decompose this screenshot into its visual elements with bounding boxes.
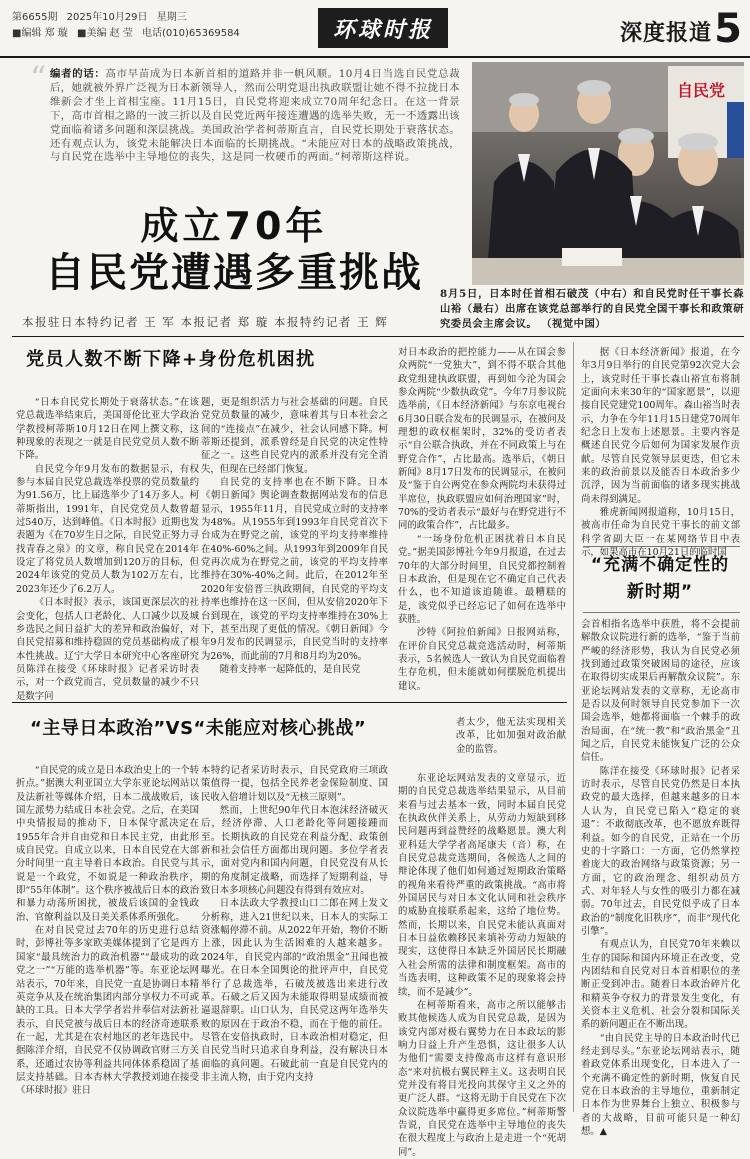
subheading-3: “充满不确定性的新时期”	[590, 555, 730, 602]
subheading-1: 党员人数不断下降+身份危机困扰	[26, 349, 316, 370]
paragraph: 有观点认为，自民党70年来赖以生存的国际和国内环境正在改变，党内团结和自民党对日本首相职位的垄断正受到冲击。随着日本政治碎片化和精英争夺权力的背景发生变化，有关资本主义危机、社会分裂和国际关系的新问题正在不断出现。	[581, 939, 740, 1031]
paragraph: 《日本时报》表示，该国更深层次的社会变化，包括人口老龄化、人口减少以及城乡选民之间日益扩大的差异和政治偏好，对自民党招募和维持稳固的党员基础构成了根本性挑战。辽宁大学日本研究中心客座研究员陈洋在接受《环球时报》记者采访时表示，对一个政党而言，党员数量的减少不只是数字问	[16, 597, 199, 702]
paragraph: 在对自民党过去70年的历史进行总结时，彭博社等多家欧美媒体提到了它是西方国家“最具统治力的政治机器”“最成功的政党之一”“万能的选举机器”等。东亚论坛网站表示，70年来，自民党一直是协调日本精英竞争从及在统治集团内部分享权力不可或缺的工具。日本大学学者岩井奉信对法新社表示，自民党被与战后日本的经济奇迹联系在一起，尤其是在农村地区的老年选民中。据陈洋介绍，自民党不仅协调政官财三方关系，还通过农协等利益共同体体系稳固了基层支持基础。日本杏林大学教授刘迪在接受《环球时报》驻日	[16, 925, 199, 1097]
editor-note	[50, 68, 460, 192]
article-column-2	[201, 396, 388, 696]
divider	[12, 702, 567, 703]
paragraph: 日本法政大学教授山口二郎在网上发文分析称，进入21世纪以来，日本人的实际工资涨幅停滞不前。从2022年开始，物价不断上涨，因此认为生活困难的人越来越多。2024年，自民党内部的“政治黑金”丑闻也被曝光。在日本全国舆论的批评声中，自民党举行了总裁选举，石破茂被选出来进行改革。石破之后又因为未能取得明显成绩而被逼退辞职。山口认为，自民党这两年选举失败的原因在于政治不稳，而在于他的前任。尽管在安倍执政时，日本政治相对稳定，但自民党当时只追求自身利益，没有解决日本面临的真问题。石破此前一直是自民党内的非主流人物，由于党内支持	[201, 898, 388, 1083]
paragraph: 对日本政治的把控能力——从在国会参众两院“一党独大”，到不得不联合其他政党组建执政联盟，再到如今沦为国会参众两院“少数执政党”。今年7月参议院选举前，《日本经济新闻》与东京电视台6月30日联合发布的民调显示，在被问及理想的政权框架时，32%的受访者表示“自公联合执政，并在不同政策上与在野党合作”，占比最高。选举后，《朝日新闻》8月17日发布的民调显示，在被问及“鉴于自公两党在参众两院均未获得过半席位，执政联盟应如何治理国家”时，70%的受访者表示“最好与在野党进行不同的政策合作”，占比最多。	[398, 347, 566, 532]
editor-note-text: 高市早苗成为日本新首相的道路并非一帆风顺。10月4日当选自民党总裁后，她就被外界广泛视为日本新领导人，然而公明党退出执政联盟让她不得不拉拢日本维新会才坐上首相宝座。11月15日，自民党将迎来成立70周年纪念日。在这一背景下，高市首相之路的一波三折以及自民党近两年接连遭遇的选举失败，无一不透露出该党面临着诸多问题和深层挑战。美国政治学者柯蒂斯直言，自民党长期处于衰落状态。还有观点认为，该党未能解决日本面临的长期挑战。“未能应对日本的战略政策挑战，与自民党在选举中主导地位的丧失，这是同一枚硬币的两面。”柯蒂斯这样说。	[50, 68, 461, 164]
article-column-8	[398, 772, 566, 1158]
photo-caption: 8月5日，日本时任首相石破茂（中右）和自民党时任干事长森山裕（最右）出席在该党总部举行的自民党全国干事长和政策研究委员会主席会议。 （视觉中国）	[440, 288, 744, 330]
article-column-6	[16, 764, 199, 1112]
divider	[12, 336, 744, 337]
paragraph: 题，更是组织活力与社会基础的问题。自民党党员数量的减少，意味着其与日本社会之间的“连接点”在减少，社会认同感下降。柯蒂斯还提到，派系曾经是自民党的决定性特征之一。这些自民党内的派系并没有完全消失，但现在已经部门恢复。	[201, 397, 388, 475]
masthead	[0, 0, 750, 58]
main-headline	[24, 204, 444, 298]
paragraph: 在柯蒂斯看来，高市之所以能够击败其他候选人成为自民党总裁，是因为该党内部对极右翼势力在日本政坛的影响力日益上升产生恐惧，这让很多人认为他们“需要支持像高市这样有意识形态“来对抗极右翼民粹主义。这表明自民党并没有将目光投向其保守主义之外的更广泛人群。“这将无助于自民党在下次众议院选举中赢得更多席位。”柯蒂斯警告说，自民党在选举中主导地位的丧失在很大程度上与政治上是走进一个“死胡同”。	[398, 999, 566, 1158]
paragraph: 雅虎新闻网报道称，10月15日，被高市任命为自民党干事长的前文部科学省副大臣一在某网络节目中表示，如果高市在10月21日的临时国	[581, 507, 740, 559]
designer-credit: ■美编 赵 莹	[77, 28, 133, 39]
end-mark-icon: ▲	[599, 1126, 607, 1138]
paragraph: 随着支持率一起降低的，是自民党	[219, 663, 361, 675]
masthead-meta	[12, 10, 246, 42]
quote-mark-icon: “	[30, 59, 47, 97]
phone-number: 电话(010)65369584	[142, 28, 240, 39]
news-photo-illustration	[472, 62, 744, 285]
paragraph: 自民党的支持率也在不断下降。日本《朝日新闻》舆论调查数据网站发布的信息显示，1955年11月，自民党成立时的支持率为48%。从1955年到1993年自民党首次下台成为在野党之前，该党的平均支持率维持在40%-60%之间。从1993年到2009年自民党再次成为在野党之前，该党的平均支持率维持在30%-40%之间。此后，在2012年至2020年安倍晋三执政期间，自民党的平均支持率也维持在这一区间，但从安倍2020年下台到现在，该党的平均支持率维持在30%上下，甚至出现了更低的情况。《朝日新闻》今年9月发布的民调显示，自民党当时的支持率为26%，而此前的7月和8月均为20%。	[201, 477, 388, 662]
editor-note-lead: 编者的话：	[50, 68, 106, 80]
page-number: 5	[714, 6, 742, 52]
column-rule	[573, 342, 574, 1112]
paragraph: 然而，上世纪90年代日本泡沫经济破灭后，经济停滞、人口老龄化等问题接踵而至。长期执政的自民党在利益分配、政策创新和社会信任方面都出现问题。多位学者表示，面对党内和国内问题，自民党没有从长期的角度制定战略，而选择了短期利益，导致日本多项核心问题没有得到有效应对。	[201, 805, 388, 897]
article-column-5	[581, 618, 740, 1138]
article-column-4	[581, 346, 740, 559]
article-column-3	[398, 346, 566, 696]
article-column-8-top	[456, 716, 566, 768]
subheading-2: “主导日本政治”VS“未能应对核心挑战”	[30, 718, 367, 739]
divider	[583, 546, 740, 547]
issue-date: 2025年10月29日	[66, 12, 148, 23]
paragraph: 据《日本经济新闻》报道，在今年3月9日举行的自民党第92次党大会上，该党时任干事长森山裕宣布将制定面向未来30年的“国家愿景”，以迎接自民党建党100周年。森山裕当时表示，力争在今年11月15日建党70周年纪念日上发布上述愿景。主要内容是概述自民党今后如何为国家发展作贡献。尽管自民党领导层更迭，但它未来的政治前景以及能否日本政治多少沉浮，因为当前面临的诸多现实挑战尚未得到满足。	[581, 347, 740, 505]
byline: 本报驻日本特约记者 王 军 本报记者 郑 璇 本报特约记者 王 辉	[22, 315, 389, 329]
article-column-1	[16, 396, 199, 702]
paragraph: 者太少，他无法实现相关改革，比如加强对政治献金的监管。	[456, 717, 566, 755]
section-title: 深度报道	[619, 21, 712, 46]
paragraph: 东亚论坛网站发表的文章显示，近期的自民党总裁选举结果显示，从目前来看与过去基本一致，同时本届自民党在执政伙伴关系上，从劳动力短缺到移民问题再到益赞经的战略愿景。澳大利亚科廷大学学者高尾康夫（音）称，在自民党总裁竞选期间，各候选人之间的辩论体现了他们如何通过短期政治策略的视角来看待严重的政策挑战。“高市将外国居民与对日本文化认同和社会秩序的威胁直接联系起来，这给了地位势。然而，长期以来，自民党未能认真面对日本日益依赖移民来填补劳动力短缺的现实，这使得日本缺乏外国居民长期融入社会所需的法律和制度框架。高市的当选表明，这种政策不足的现象将会持续，而不是减少”。	[398, 773, 566, 998]
divider	[583, 612, 740, 613]
poster-text: 自民党	[677, 81, 726, 100]
headline-line-1: 成立70年	[140, 204, 328, 248]
paragraph: “日本自民党长期处于衰落状态。”在该党总裁选举结束后，美国哥伦比亚大学政治学教授柯蒂斯10月12日在网上撰文称，这种现象的表现之一就是自民党党员人数不断下降。	[16, 397, 199, 462]
headline-line-2: 自民党遭遇多重挑战	[45, 250, 423, 296]
paragraph: 本特约记者采访时表示，自民党政府三项政策值得一提，包括全民养老金保险制度、国民收入倍增计划以及“无核三原则”。	[201, 765, 388, 803]
paragraph: 会首相指名选举中获胜，将不会提前解散众议院进行新的选举，“鉴于当前严峻的经济形势，我认为自民党必须找到通过政策突破困局的途径，应该在取得切实成果后再解散众议院”。东亚论坛网站发表的文章称，无论高市是否以及何时领导自民党参加下一次国会选举，她都将面临一个棘手的政治局面，在“统一教”和“政治黑金”丑闻之后，自民党未能恢复广泛的公众信任。	[581, 619, 740, 764]
paragraph: “自民党的成立是日本政治史上的一个转折点。”据澳大利亚国立大学东亚论坛网站以及法新社等媒体介绍，日本二战战败后，该国左派势力结成日本社会党。之后，在美国中央情报局的推动下，日本保守派决定在1955年合并自由党和日本民主党，由此形成自民党。自成立以来，日本自民党在大部分时间里一直主导着日本政治。自民党与其说是一个政党，不如说是一种政治秩序，即“55年体制”。这个秩序被战后日本的政治和暴力动荡所困扰，被战后该国的金钱政治、官僚利益以及日美关系体系所强化。	[16, 765, 199, 923]
article-column-7	[201, 764, 388, 1112]
newspaper-logo: 环球时报	[318, 8, 448, 48]
paragraph: 自民党今年9月发布的数据显示，有权参与本届自民党总裁选举投票的党员数量约为91.56万，比上届选举少了14万多人。柯蒂斯指出，1991年，自民党党员人数曾超过540万，达到峰值。《日本时报》近期也发表题为《在70岁生日之际，自民党正努力寻找青春之泉》的文章，称自民党在2014年设定了将党员人数增加到120万的目标，但2024年该党的党员人数为102万左右，比2023年还少了6.2万人。	[16, 463, 199, 595]
paragraph: 陈洋在接受《环球时报》记者采访时表示，尽管自民党仍然是日本执政党的最大选择，但越来越多的日本人认为，自民党已陷入“稳定的衰退”：不敢彻底改革，也不愿放弃既得利益。如今的自民党，正站在一个历史的十字路口：一方面，它仍然掌控着庞大的政治网络与政策资源；另一方面，它的政治理念、组织动员方式、对年轻人与女性的吸引力都在减弱。70年过去，自民党似乎成了日本政治的“制度化旧秩序”，而非“现代化引擎”。	[581, 765, 740, 937]
paragraph: “一场身份危机正困扰着日本自民党。”据美国彭博社今年9月报道，在过去70年的大部分时间里，自民党都控制着日本政治，但是现在它不确定自己代表什么，也不知道该追随谁。最糟糕的是，该党似乎已经忘记了如何在选举中获胜。	[398, 533, 566, 625]
paragraph-text: “由自民党主导的日本政治时代已经走到尽头。”东亚论坛网站表示，随着政党体系出现变化，日本进入了一个充满不确定性的新时期，恢复自民党在日本政治的主导地位，重新制定日本作为世界舞台上独立、积极参与者的大战略，目前可能只是一种幻想。	[581, 1032, 740, 1138]
issue-weekday: 星期三	[156, 12, 187, 23]
editor-credit: ■编辑 郑 璇	[12, 28, 68, 39]
paragraph: 沙特《阿拉伯新闻》日报网站称，在评价自民党总裁竞选活动时，柯蒂斯表示，5名候选人一致认为自民党面临着生存危机，但未能就如何摆脱危机提出建议。	[398, 627, 566, 692]
issue-number: 第6655期	[12, 12, 58, 23]
paragraph	[581, 1032, 740, 1139]
news-photo	[472, 62, 744, 285]
